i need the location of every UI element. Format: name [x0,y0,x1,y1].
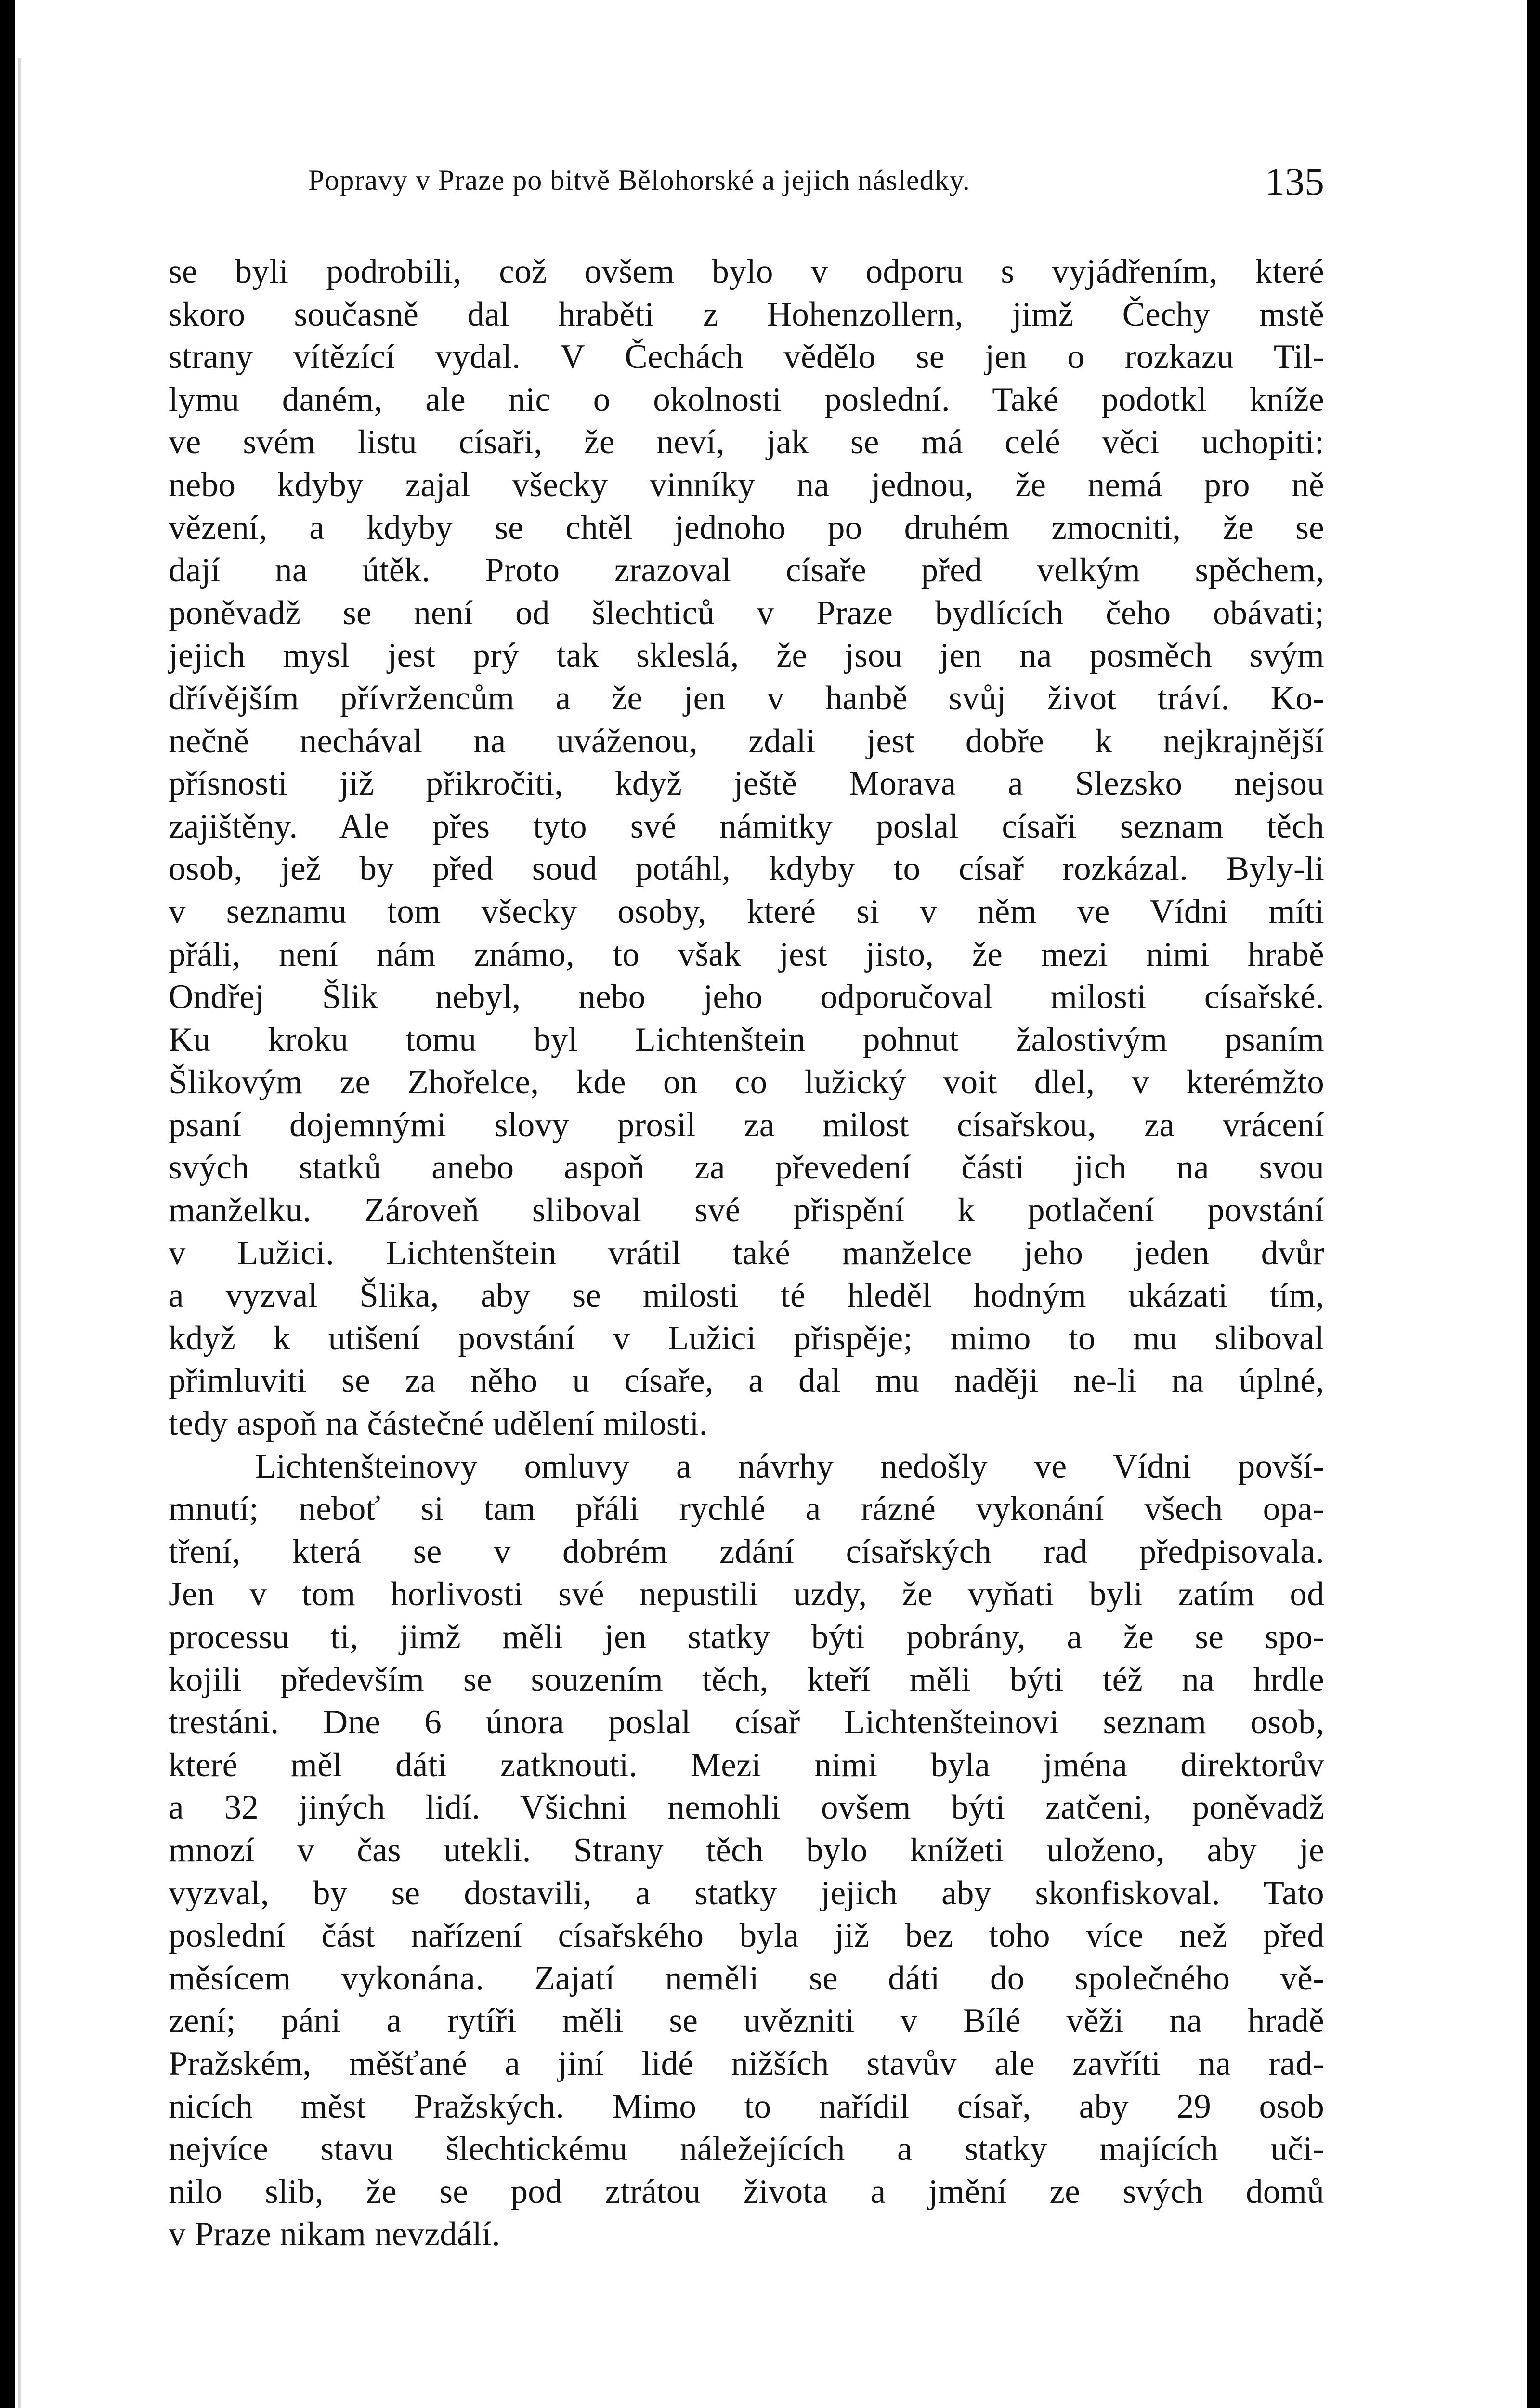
text-line: Ondřej Šlik nebyl, nebo jeho odporučoval milosti císařské. [169,978,1324,1016]
text-line: mnutí; neboť si tam přáli rychlé a rázné vykonání všech opa- [169,1490,1324,1528]
text-line: tření, která se v dobrém zdání císařských rad předpisovala. [169,1532,1324,1570]
text-line: nicích měst Pražských. Mimo to nařídil císař, aby 29 osob [169,2087,1324,2125]
text-line: Šlikovým ze Zhořelce, kde on co lužický voit dlel, v kterémžto [169,1063,1324,1101]
text-line: a vyzval Šlika, aby se milosti té hleděl hodným ukázati tím, [169,1277,1324,1315]
text-line: strany vítězící vydal. V Čechách vědělo se jen o rozkazu Til- [169,338,1324,376]
page-number: 135 [1265,159,1324,203]
text-line: vyzval, by se dostavili, a statky jejich aby skonfiskoval. Tato [169,1874,1324,1912]
text-line: přáli, není nám známo, to však jest jisto, že mezi nimi hrabě [169,935,1324,973]
text-line: Pražském, měšťané a jiní lidé nižších stavův ale zavříti na rad- [169,2044,1324,2082]
paragraph-end-line: tedy aspoň na částečné udělení milosti. [169,1405,708,1443]
text-line: v seznamu tom všecky osoby, které si v něm ve Vídni míti [169,892,1324,930]
text-line: osob, jež by před soud potáhl, kdyby to císař rozkázal. Byly-li [169,850,1324,888]
text-line: ve svém listu císaři, že neví, jak se má celé věci uchopiti: [169,423,1324,461]
scan-edge-right [1527,0,1540,2408]
text-line: dřívějším přívržencům a že jen v hanbě svůj život tráví. Ko- [169,679,1324,717]
text-line: dají na útěk. Proto zrazoval císaře před velkým spěchem, [169,551,1324,589]
text-line: processu ti, jimž měli jen statky býti pobrány, a že se spo- [169,1618,1324,1656]
text-line: když k utišení povstání v Lužici přispěje; mimo to mu sliboval [169,1319,1324,1357]
text-line: se byli podrobili, což ovšem bylo v odporu s vyjádřením, které [169,253,1324,290]
text-line: Jen v tom horlivosti své nepustili uzdy, že vyňati byli zatím od [169,1575,1324,1613]
text-line: přimluviti se za něho u císaře, a dal mu naději ne-li na úplné, [169,1362,1324,1400]
text-line: trestáni. Dne 6 února poslal císař Lichtenšteinovi seznam osob, [169,1703,1324,1741]
text-line: svých statků anebo aspoň za převedení části jich na svou [169,1149,1324,1187]
paragraph-start-line: Lichtenšteinovy omluvy a návrhy nedošly ve Vídni povší- [255,1447,1324,1485]
scan-edge-left [0,0,15,2408]
text-line: zení; páni a rytíři měli se uvězniti v Bílé věži na hradě [169,2002,1324,2040]
text-line: měsícem vykonána. Zajatí neměli se dáti do společného vě- [169,1959,1324,1997]
text-line: které měl dáti zatknouti. Mezi nimi byla jména direktorův [169,1746,1324,1784]
text-line: lymu daném, ale nic o okolnosti poslední. Také podotkl kníže [169,380,1324,419]
scan-fold-shadow [18,58,21,2408]
paragraph-end-line: v Praze nikam nevzdálí. [169,2215,501,2253]
text-line: kojili především se souzením těch, kteří měli býti též na hrdle [169,1661,1324,1699]
text-line: v Lužici. Lichtenštein vrátil také manželce jeho jeden dvůr [169,1234,1324,1272]
text-line: nebo kdyby zajal všecky vinníky na jednou, že nemá pro ně [169,466,1324,504]
text-line: nejvíce stavu šlechtickému náležejících a statky majících uči- [169,2130,1324,2168]
text-line: manželku. Zároveň sliboval své přispění k potlačení povstání [169,1191,1324,1230]
running-title: Popravy v Praze po bitvě Bělohorské a jejich následky. [308,164,970,196]
text-line: zajištěny. Ale přes tyto své námitky poslal císaři seznam těch [169,807,1324,845]
text-line: a 32 jiných lidí. Všichni nemohli ovšem býti zatčeni, poněvadž [169,1789,1324,1827]
text-line: vězení, a kdyby se chtěl jednoho po druhém zmocniti, že se [169,509,1324,547]
page-header [308,159,1324,212]
text-line: Ku kroku tomu byl Lichtenštein pohnut žalostivým psaním [169,1021,1324,1059]
text-line: psaní dojemnými slovy prosil za milost císařskou, za vrácení [169,1106,1324,1144]
text-line: nečně nechával na uváženou, zdali jest dobře k nejkrajnější [169,722,1324,760]
text-line: poslední část nařízení císařského byla již bez toho více než před [169,1917,1324,1955]
body-text [169,250,1324,2256]
text-line: skoro současně dal hraběti z Hohenzollern, jimž Čechy mstě [169,295,1324,333]
text-line: přísnosti již přikročiti, když ještě Morava a Slezsko nejsou [169,765,1324,803]
text-line: poněvadž se není od šlechticů v Praze bydlících čeho obávati; [169,594,1324,632]
text-line: jejich mysl jest prý tak skleslá, že jsou jen na posměch svým [169,637,1324,675]
text-line: nilo slib, že se pod ztrátou života a jmění ze svých domů [169,2172,1324,2211]
text-line: mnozí v čas utekli. Strany těch bylo knížeti uloženo, aby je [169,1831,1324,1869]
